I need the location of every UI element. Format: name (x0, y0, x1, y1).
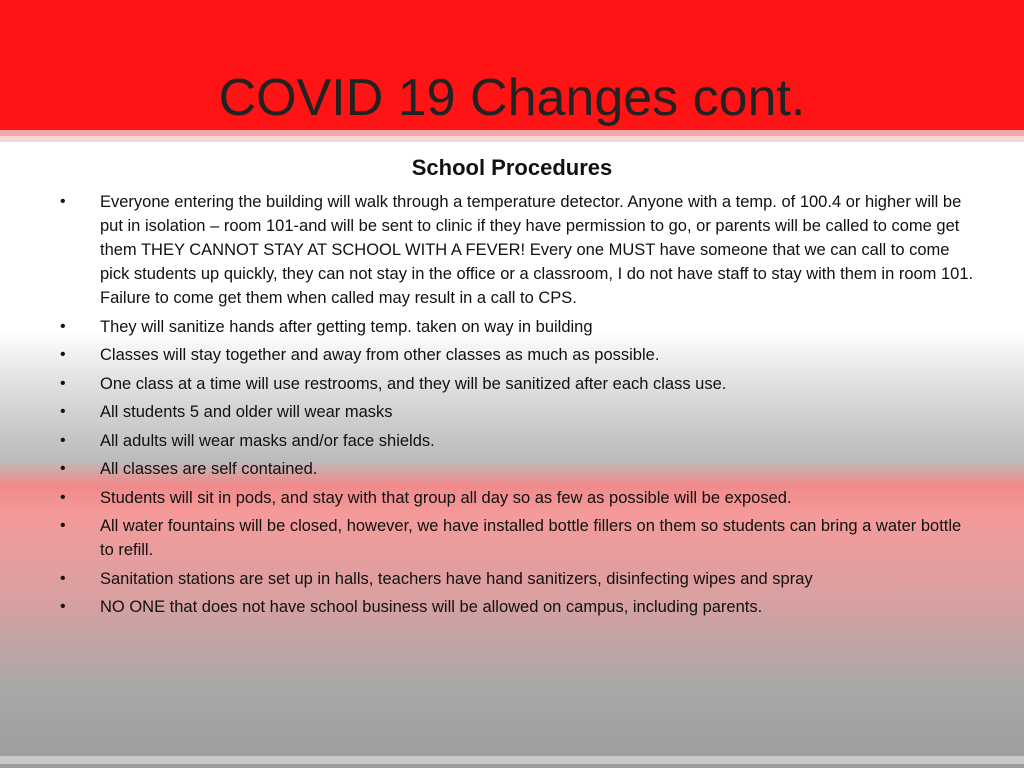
list-item (56, 343, 976, 367)
bullet-icon: • (60, 569, 66, 587)
list-item (56, 429, 976, 453)
bullet-icon: • (60, 193, 66, 210)
bullet-icon: • (60, 488, 66, 506)
bullet-text: Students will sit in pods, and stay with that group all day so as few as possible will be exposed. (100, 488, 792, 507)
list-item (56, 315, 976, 339)
list-item (56, 372, 976, 396)
bullet-text: All classes are self contained. (100, 460, 318, 478)
bullet-icon: • (60, 374, 66, 392)
bullet-icon: • (60, 460, 66, 477)
bullet-icon: • (60, 346, 66, 363)
bullet-text: All students 5 and older will wear masks (100, 403, 393, 421)
bullet-text: All adults will wear masks and/or face shields. (100, 431, 435, 450)
bullet-text: One class at a time will use restrooms, and they will be sanitized after each class use. (100, 374, 727, 393)
slide-subtitle: School Procedures (411, 155, 613, 180)
bullet-text: NO ONE that does not have school business will be allowed on campus, including parents. (100, 598, 763, 616)
bullet-icon: • (60, 598, 66, 615)
bullet-icon: • (60, 403, 66, 420)
bullet-text: Classes will stay together and away from other classes as much as possible. (100, 346, 660, 364)
list-item (56, 190, 976, 310)
bullet-icon: • (60, 517, 66, 534)
bullet-text: They will sanitize hands after getting temp. taken on way in building (100, 317, 593, 336)
slide-title: COVID 19 Changes cont. (218, 69, 806, 127)
list-item (56, 567, 976, 591)
bullet-text: Sanitation stations are set up in halls, teachers have hand sanitizers, disinfecting wipes and spray (100, 569, 813, 588)
list-item (56, 457, 976, 481)
list-item (56, 514, 976, 562)
bullet-text: Everyone entering the building will walk through a temperature detector. Anyone with a temp. of 100.4 or higher will be put in isolation – room 101-and will be sent to clinic if they have permission to go, or parents will be called to come get them THEY CANNOT STAY AT SCHOOL WITH A FEVER! Every one MUST have someone that we can call to come pick students up quickly, they can not stay in the office or a classroom, I do not have staff to stay with them in room 101. Failure to come get them when called may result in a call to CPS. (100, 193, 974, 307)
bullet-list (56, 190, 976, 624)
footer-stripe (0, 756, 1024, 764)
header-stripe-light (0, 136, 1024, 142)
list-item (56, 486, 976, 510)
list-item (56, 595, 976, 619)
bullet-text: All water fountains will be closed, however, we have installed bottle fillers on them so students can bring a water bottle to refill. (100, 517, 962, 559)
bullet-icon: • (60, 317, 66, 335)
bullet-icon: • (60, 431, 66, 449)
list-item (56, 400, 976, 424)
